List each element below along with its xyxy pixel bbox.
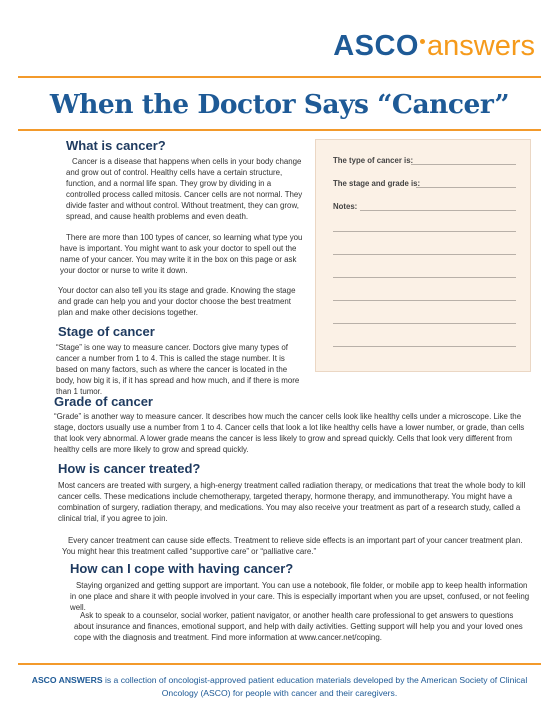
footer-rule xyxy=(18,663,541,665)
stage-and-grade-label: The stage and grade is: xyxy=(333,179,421,188)
type-of-cancer-line xyxy=(411,164,516,165)
notes-line xyxy=(333,231,516,232)
logo-word: answers xyxy=(427,30,535,62)
footer-brand: ASCO ANSWERS xyxy=(31,675,103,685)
grade-of-cancer-para: “Grade” is another way to measure cancer. It describes how much the cancer cells look like healthy cells under a microscope. Like the stage, doctors usually use a number from 1 to 4. Cancer cells that look a lot like healthy cells have a lower number, or grade, than cells that look very abnormal. A lower grade means the cancer is less likely to grow and spread quickly. Cells that look very different from healthy cells are more likely to grow and spread quickly. xyxy=(54,412,525,455)
notes-label: Notes: xyxy=(333,202,358,211)
notes-line xyxy=(333,277,516,278)
page-title: When the Doctor Says “Cancer” xyxy=(49,89,510,120)
heading-what-is-cancer: What is cancer? xyxy=(66,138,166,153)
heading-how-is-cancer-treated: How is cancer treated? xyxy=(58,461,201,476)
logo-brand: ASCO xyxy=(333,30,419,62)
stage-and-grade-line xyxy=(416,187,516,188)
logo-dot xyxy=(420,39,425,44)
footer-text: is a collection of oncologist-approved patient education materials developed by the American Society of Clinical Oncology (ASCO) for people with cancer and their caregivers. xyxy=(102,675,528,698)
asco-answers-logo xyxy=(333,30,535,62)
heading-how-can-i-cope: How can I cope with having cancer? xyxy=(70,561,294,576)
notes-line xyxy=(333,300,516,301)
heading-grade-of-cancer: Grade of cancer xyxy=(54,394,153,409)
title-bottom-rule xyxy=(18,129,541,131)
notes-line xyxy=(360,210,516,211)
coping-para-2: Ask to speak to a counselor, social worker, patient navigator, or another health care professional to get answers to questions about insurance and finances, emotional support, and help with daily activities. Getting support will help you and your loved ones cope with the diagnosis and treatment. Find more information at www.cancer.net/coping. xyxy=(74,611,523,643)
type-of-cancer-label: The type of cancer is: xyxy=(333,156,414,165)
stage-of-cancer-para: “Stage” is one way to measure cancer. Doctors give many types of cancer a number from 1 to 4. This is called the stage number. It is based on many factors, such as where the cancer is located in the body, how big it is, if it has spread and how much, and if there is more than 1 tumor. xyxy=(56,343,300,397)
treatment-para-2: Every cancer treatment can cause side effects. Treatment to relieve side effects is an important part of your cancer treatment plan. You might hear this treatment called “supportive care” or “palliative care.” xyxy=(62,536,523,557)
title-top-rule xyxy=(18,76,541,78)
what-is-cancer-para-2: There are more than 100 types of cancer, so learning what type you have is important. You might want to ask your doctor to spell out the name of your cancer. You may write it in the box on this page or ask your doctor or nurse to write it down. xyxy=(60,233,303,276)
notes-line xyxy=(333,323,516,324)
heading-stage-of-cancer: Stage of cancer xyxy=(58,324,155,339)
coping-para-1: Staying organized and getting support are important. You can use a notebook, file folder, or mobile app to keep health information in one place and share it with people involved in your care. This is especially important when you are upset, confused, or not feeling well. xyxy=(70,581,530,613)
notes-line xyxy=(333,254,516,255)
what-is-cancer-para-1: Cancer is a disease that happens when cells in your body change and grow out of control. Healthy cells have a certain structure, function, and a normal life span. They grow by dividing in a controlled process called mitosis. Cancer cells are not normal. They divide faster and without control. Without treatment, they can grow, spread, and cause health problems and even death. xyxy=(66,157,303,222)
footer-note xyxy=(24,674,535,700)
treatment-para-1: Most cancers are treated with surgery, a high-energy treatment called radiation therapy, or medications that treat the whole body to kill cancer cells. These medications include chemotherapy, targeted therapy, hormone therapy, and immunotherapy. You might have a combination of surgery, radiation therapy, and medications. You may also receive your treatment as part of a research study, called a clinical trial, if you agree to join. xyxy=(58,481,526,524)
notes-line xyxy=(333,346,516,347)
what-is-cancer-para-3: Your doctor can also tell you its stage and grade. Knowing the stage and grade can help you and your doctor choose the best treatment plan and make other decisions together. xyxy=(58,286,296,318)
notes-box xyxy=(315,139,531,372)
